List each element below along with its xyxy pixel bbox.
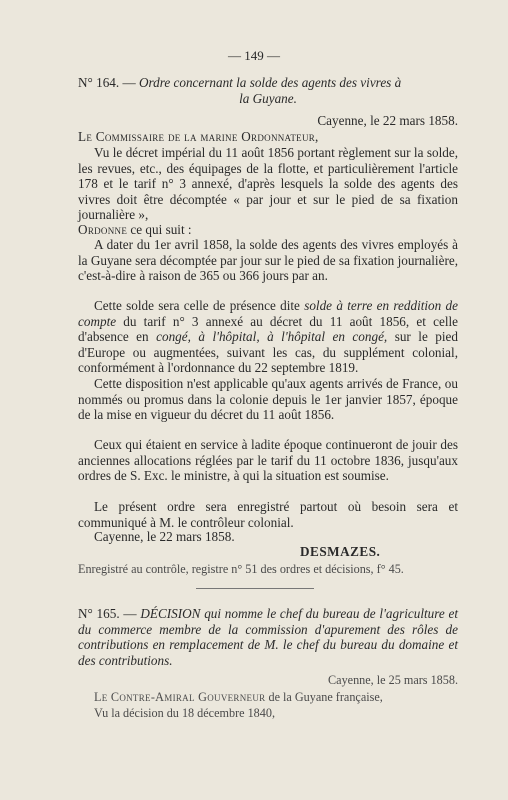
order-164-authority: Le Commissaire de la marine Ordonnateur, [78,129,319,144]
order-164-signature-line [78,544,458,560]
order-164-title-line2: la Guyane. [239,90,297,106]
order-164-paragraph-6: Le présent ordre sera enregistré partout où besoin sera et communiqué à M. le contrôleur colonial. [78,499,458,530]
section-divider [196,588,314,589]
decision-165-dateline: Cayenne, le 25 mars 1858. [328,673,458,687]
ordonne-rest: ce qui suit : [130,222,192,237]
order-164-dateline: Cayenne, le 22 mars 1858. [317,113,458,128]
decision-165-title-keyword: DÉCISION [140,606,201,621]
page-number: — 149 — [228,48,280,63]
order-164-title-line1: Ordre concernant la solde des agents des vivres à [138,75,402,90]
signature: DESMAZES. [300,544,381,559]
order-164-ordonne [78,222,458,238]
decision-165-authority: Le Contre-Amiral Gouverneur de la Guyane française, [94,690,383,704]
order-164-registration: Enregistré au contrôle, registre n° 51 des ordres et décisions, f° 45. [78,562,404,576]
decision-165-dash: — [123,606,137,621]
order-164-heading [78,75,458,106]
ordonne-label: Ordonne [78,222,128,237]
decision-165-title: qui nomme le chef du bureau de l'agriculture et du commerce membre de la commission d'apurement des rôles de contributions en remplacement de M. le chef du bureau du domaine et des contributions. [78,606,459,668]
order-164-paragraph-3: Cette solde sera celle de présence dite solde à terre en reddition de compte du tarif n° 3 annexé au décret du 11 août 1856, et celle d'absence en congé, à l'hôpital, à l'hôpital en congé, sur le pied d'Europe ou augmentées, suivant les cas, du supplément colonial, conformément à l'ordonnance du 22 septembre 1819. [78,298,459,375]
decision-165-heading [78,606,458,668]
order-164-paragraph-1: Vu le décret impérial du 11 août 1856 portant règlement sur la solde, les revues, etc., des équipages de la flotte, et particulièrement l'article 178 et le tarif n° 3 annexé, d'après lesquels la solde des agents des vivres doit être décomptée « par jour et sur le pied de sa fixation journalière », [78,145,458,222]
order-164-paragraph-4: Cette disposition n'est applicable qu'aux agents arrivés de France, ou nommés ou promus dans la colonie depuis le 1er janvier 1857, époque de la mise en vigueur du décret du 11 août 1856. [78,376,458,422]
order-164-closing-date: Cayenne, le 22 mars 1858. [94,529,235,544]
decision-165-paragraph-1: Vu la décision du 18 décembre 1840, [94,706,276,720]
order-164-paragraph-2: A dater du 1er avril 1858, la solde des agents des vivres employés à la Guyane sera décomptée par jour sur le pied de sa fixation journalière, c'est-à-dire à raison de 365 ou 366 jours par an. [78,237,458,283]
order-164-number: N° 164. [78,75,120,90]
order-164-paragraph-5: Ceux qui étaient en service à ladite époque continueront de jouir des anciennes allocations réglées par le tarif du 11 octobre 1836, jusqu'aux ordres de S. Exc. le ministre, à qui la situation est soumise. [78,437,458,483]
decision-165-number: N° 165. [78,606,120,621]
order-164-dash: — [122,75,136,90]
